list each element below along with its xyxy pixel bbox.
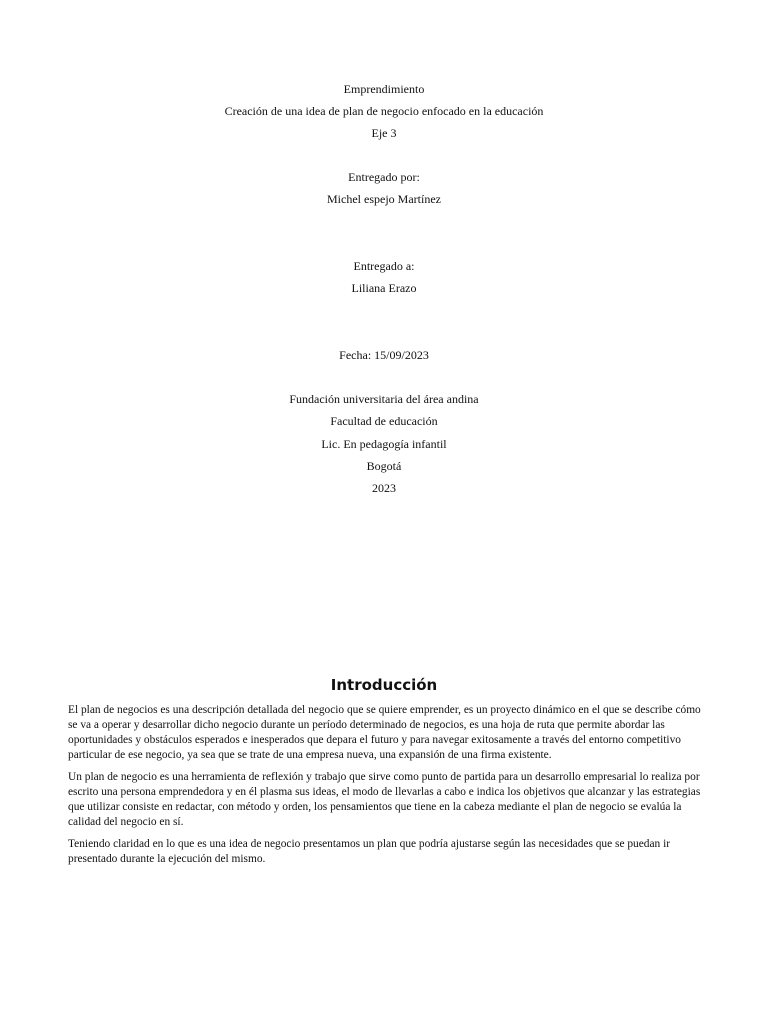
cover-year: 2023: [372, 481, 396, 495]
intro-heading: Introducción: [330, 676, 438, 694]
delivered-by-label: Entregado por:: [348, 170, 420, 184]
cover-program: Lic. En pedagogía infantil: [321, 437, 447, 451]
intro-paragraph: Un plan de negocio es una herramienta de reflexión y trabajo que sirve como punto de partida para un desarrollo empresarial lo realiza por escrito una persona emprendedora y en él plasma sus ideas, el modo de llevarlas a cabo e indica los objetivos que alcanzar y las estrategias que utilizar consiste en redactar, con método y orden, los pensamientos que tiene en la cabeza mediante el plan de negocio se evalúa la calidad del negocio en sí.: [68, 771, 701, 828]
cover-subject: Emprendimiento: [343, 82, 425, 96]
delivered-to-name: Liliana Erazo: [351, 281, 417, 295]
cover-date: Fecha: 15/09/2023: [339, 348, 429, 362]
cover-institution: Fundación universitaria del área andina: [289, 392, 479, 406]
cover-title: Creación de una idea de plan de negocio enfocado en la educación: [224, 104, 544, 118]
cover-axis: Eje 3: [371, 126, 397, 140]
delivered-to-label: Entregado a:: [353, 259, 415, 273]
intro-paragraph: El plan de negocios es una descripción detallada del negocio que se quiere emprender, es un proyecto dinámico en el que se describe cómo se va a operar y desarrollar dicho negocio durante un período determinado de negocios, es una hoja de ruta que permite abordar las oportunidades y obstáculos esperados e inesperados que depara el futuro y para navegar exitosamente a través del entorno competitivo particular de ese negocio, ya sea que se trate de una empresa nueva, una expansión de una firma existente.: [68, 704, 701, 761]
cover-faculty: Facultad de educación: [330, 414, 438, 428]
cover-city: Bogotá: [366, 459, 402, 473]
intro-body: [68, 703, 708, 874]
delivered-by-name: Michel espejo Martínez: [327, 192, 441, 206]
intro-paragraph: Teniendo claridad en lo que es una idea de negocio presentamos un plan que podría ajustarse según las necesidades que se puedan ir presentado durante la ejecución del mismo.: [68, 838, 671, 865]
